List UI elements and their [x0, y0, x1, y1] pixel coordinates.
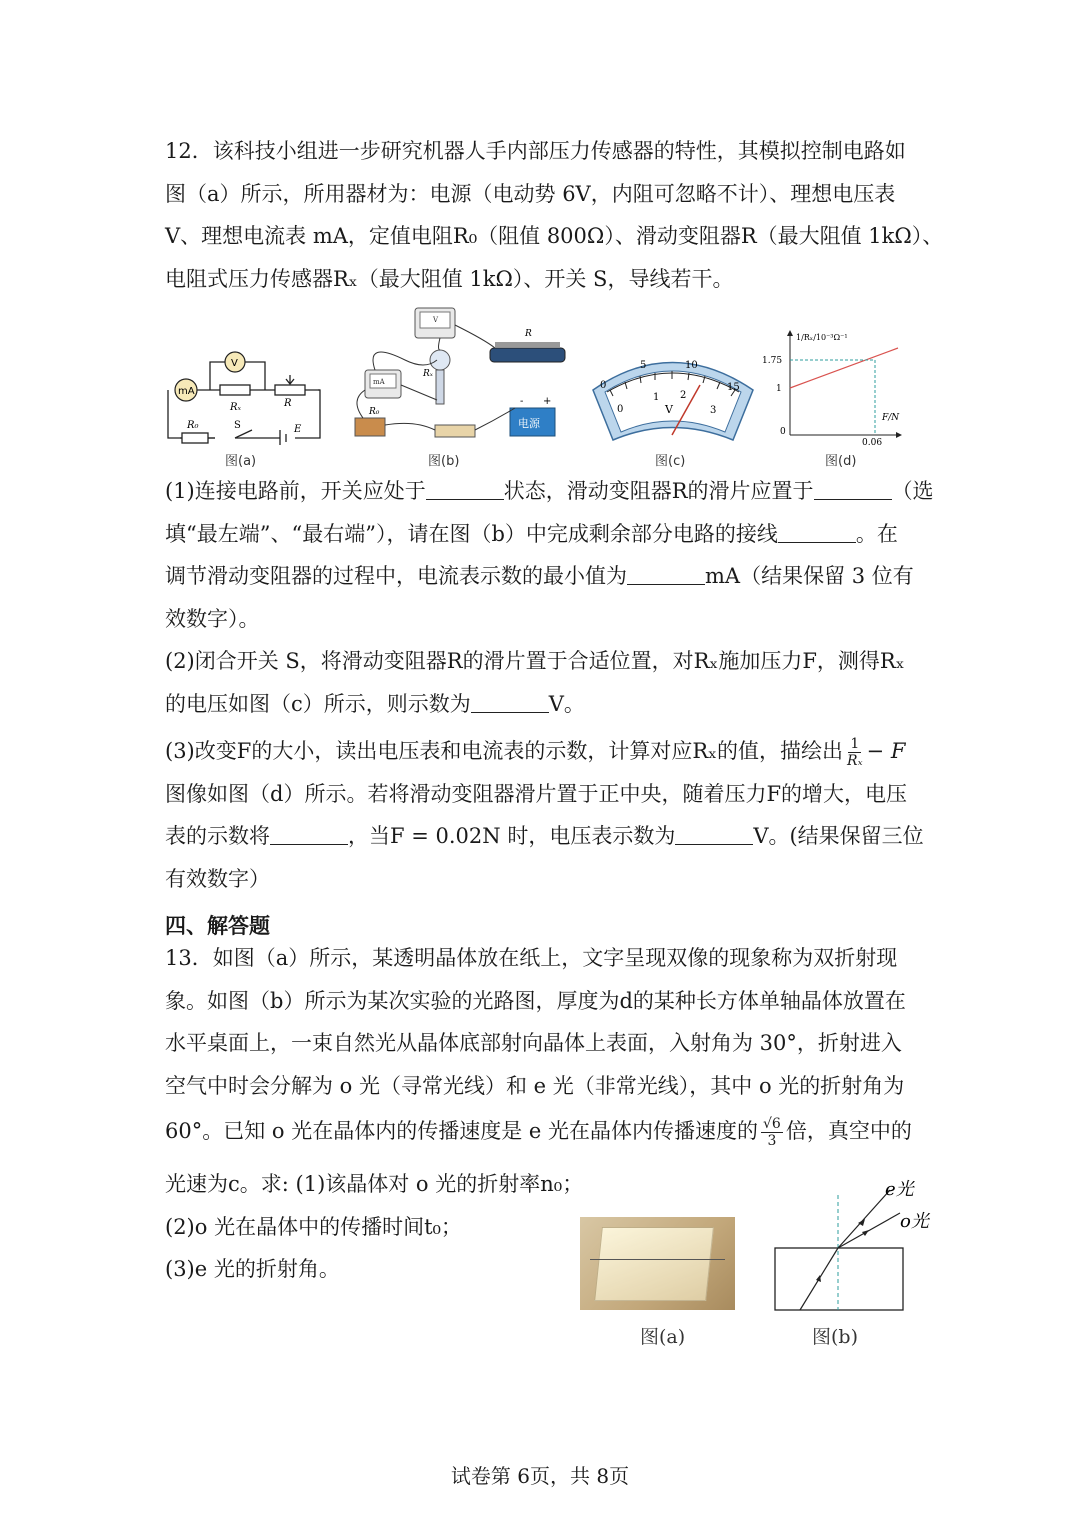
p1-text-3: （选 [891, 479, 934, 503]
frac-den: Rₓ [847, 753, 863, 769]
q13-body [165, 937, 917, 1107]
q13-line-5 [165, 1110, 917, 1153]
p3-minus-f: − F [866, 739, 906, 763]
graph-xlabel: F/N [882, 413, 900, 423]
label-rx: Rₓ [230, 402, 242, 413]
caption-13b: 图(b) [812, 1326, 858, 1348]
p1-text-5: 。在 [855, 521, 898, 546]
dial-bottom-3: 3 [710, 405, 717, 416]
p2-text-3: V。 [548, 691, 585, 716]
label-b-ma: mA [373, 378, 385, 386]
answer-blank-1[interactable] [426, 477, 504, 500]
caption-b: 图(b) [428, 454, 460, 469]
page-footer: 试卷第 6页，共 8页 [450, 1464, 630, 1488]
q13-line-5b: 倍，真空中的 [785, 1119, 912, 1143]
q12-part-1 [165, 470, 934, 640]
q13-line-3: 水平桌面上，一束自然光从晶体底部射向晶体上表面，入射角为 30°，折射进入 [165, 1031, 902, 1055]
fraction-sqrt6-over-3 [761, 1116, 783, 1149]
label-s: S [234, 420, 241, 431]
dial-bottom-1: 1 [653, 392, 660, 403]
frac-num: 1 [850, 736, 860, 752]
caption-a: 图(a) [225, 454, 257, 469]
dial-top-5: 5 [640, 360, 647, 371]
answer-blank-2[interactable] [814, 477, 892, 500]
p1-text-2: 状态，滑动变阻器R的滑片应置于 [503, 479, 814, 503]
q12-line-2: 图（a）所示，所用器材为：电源（电动势 6V，内阻可忽略不计）、理想电压表 [165, 181, 896, 206]
fraction-1-over-rx [847, 736, 863, 769]
dial-top-10: 10 [685, 360, 698, 371]
q13-line-5a: 60°。已知 o 光在晶体内的传播速度是 e 光在晶体内传播速度的 [165, 1119, 758, 1143]
p2-text-2: 的电压如图（c）所示，则示数为 [165, 691, 471, 716]
answer-blank-7[interactable] [675, 822, 753, 845]
label-r0: R₀ [187, 420, 199, 431]
label-b-rx: Rₓ [423, 369, 433, 379]
q13-line-1: 13．如图（a）所示，某透明晶体放在纸上，文字呈现双像的现象称为双折射现 [165, 946, 898, 970]
section-heading: 四、解答题 [165, 913, 270, 938]
q13-line-7: (2)o 光在晶体中的传播时间t₀； [165, 1214, 462, 1239]
label-b-r0: R₀ [369, 407, 380, 417]
q12-line-1: 12．该科技小组进一步研究机器人手内部压力传感器的特性，其模拟控制电路如 [165, 139, 906, 163]
q12-intro [165, 130, 944, 300]
label-ma: mA [178, 386, 195, 397]
dial-unit: V [665, 403, 673, 416]
crystal-block [594, 1227, 714, 1301]
answer-blank-5[interactable] [471, 690, 549, 713]
label-r: R [284, 398, 292, 409]
q12-part-3 [165, 730, 924, 900]
label-b-plus: + [543, 396, 552, 407]
graph-x006: 0.06 [862, 438, 883, 448]
q13-line-8: (3)e 光的折射角。 [165, 1257, 340, 1281]
paper-line [590, 1259, 725, 1260]
q13-line-2: 象。如图（b）所示为某次实验的光路图，厚度为d的某种长方体单轴晶体放置在 [165, 988, 906, 1013]
caption-c: 图(c) [655, 454, 686, 469]
answer-blank-3[interactable] [778, 520, 856, 543]
p3-text-2: 图像如图（d）所示。若将滑动变阻器滑片置于正中央，随着压力F的增大，电压 [165, 781, 908, 806]
p3-text-5: V。(结果保留三位 [753, 824, 924, 848]
graph-origin: 0 [780, 427, 786, 437]
caption-13a: 图(a) [640, 1326, 686, 1348]
q12-line-4: 电阻式压力传感器Rₓ（最大阻值 1kΩ）、开关 S，导线若干。 [165, 266, 734, 291]
q13-frac-num: √6 [763, 1116, 781, 1132]
p1-text-1: (1)连接电路前，开关应处于 [165, 479, 426, 503]
p2-text-1: (2)闭合开关 S，将滑动变阻器R的滑片置于合适位置，对Rₓ施加压力F，测得Rₓ [165, 649, 905, 673]
p3-text-4: ，当F = 0.02N 时，电压表示数为 [348, 824, 676, 848]
dial-bottom-0: 0 [617, 404, 624, 415]
p3-text-6: 有效数字） [165, 866, 270, 891]
p1-text-7: mA（结果保留 3 位有 [705, 564, 914, 588]
dial-top-15: 15 [727, 382, 740, 393]
label-b-r: R [525, 329, 532, 339]
svg-text:V: V [433, 316, 439, 324]
p1-text-4: 填“最左端”、“最右端”），请在图（b）中完成剩余部分电路的接线 [165, 521, 778, 546]
label-v: V [231, 358, 238, 369]
label-e: E [294, 424, 302, 435]
graph-y175: 1.75 [762, 356, 783, 366]
dial-top-0: 0 [600, 380, 607, 391]
graph-ylabel: 1/Rₓ/10⁻³Ω⁻¹ [796, 333, 848, 342]
label-b-minus: - [520, 396, 524, 407]
caption-d: 图(d) [825, 454, 857, 469]
q13-line-4: 空气中时会分解为 o 光（寻常光线）和 e 光（非常光线），其中 o 光的折射角为 [165, 1073, 905, 1098]
q12-part-2 [165, 640, 917, 725]
p1-text-8: 效数字）。 [165, 606, 260, 631]
light-path-diagram [770, 1175, 940, 1315]
q13-frac-den: 3 [767, 1133, 777, 1149]
circuit-diagram-a [160, 340, 330, 445]
crystal-photo [580, 1217, 735, 1310]
p1-text-6: 调节滑动变阻器的过程中，电流表示数的最小值为 [165, 564, 627, 588]
wiring-diagram-b [345, 300, 585, 445]
q12-line-3: V、理想电流表 mA，定值电阻R₀（阻值 800Ω）、滑动变阻器R（最大阻值 1kΩ）、 [165, 224, 944, 248]
label-e-light: e光 [885, 1179, 914, 1200]
graph-y1: 1 [776, 384, 782, 394]
answer-blank-6[interactable] [270, 822, 348, 845]
label-b-source: 电源 [518, 417, 540, 430]
label-o-light: o光 [900, 1211, 929, 1232]
q13-line-6: 光速为c。求: (1)该晶体对 o 光的折射率n₀； [165, 1172, 584, 1196]
p3-text-1: (3)改变F的大小，读出电压表和电流表的示数，计算对应Rₓ的值，描绘出 [165, 739, 844, 763]
answer-blank-4[interactable] [627, 562, 705, 585]
voltmeter-dial-c [585, 340, 760, 445]
graph-d [760, 320, 910, 448]
dial-bottom-2: 2 [680, 390, 687, 401]
p3-text-3: 表的示数将 [165, 824, 270, 848]
